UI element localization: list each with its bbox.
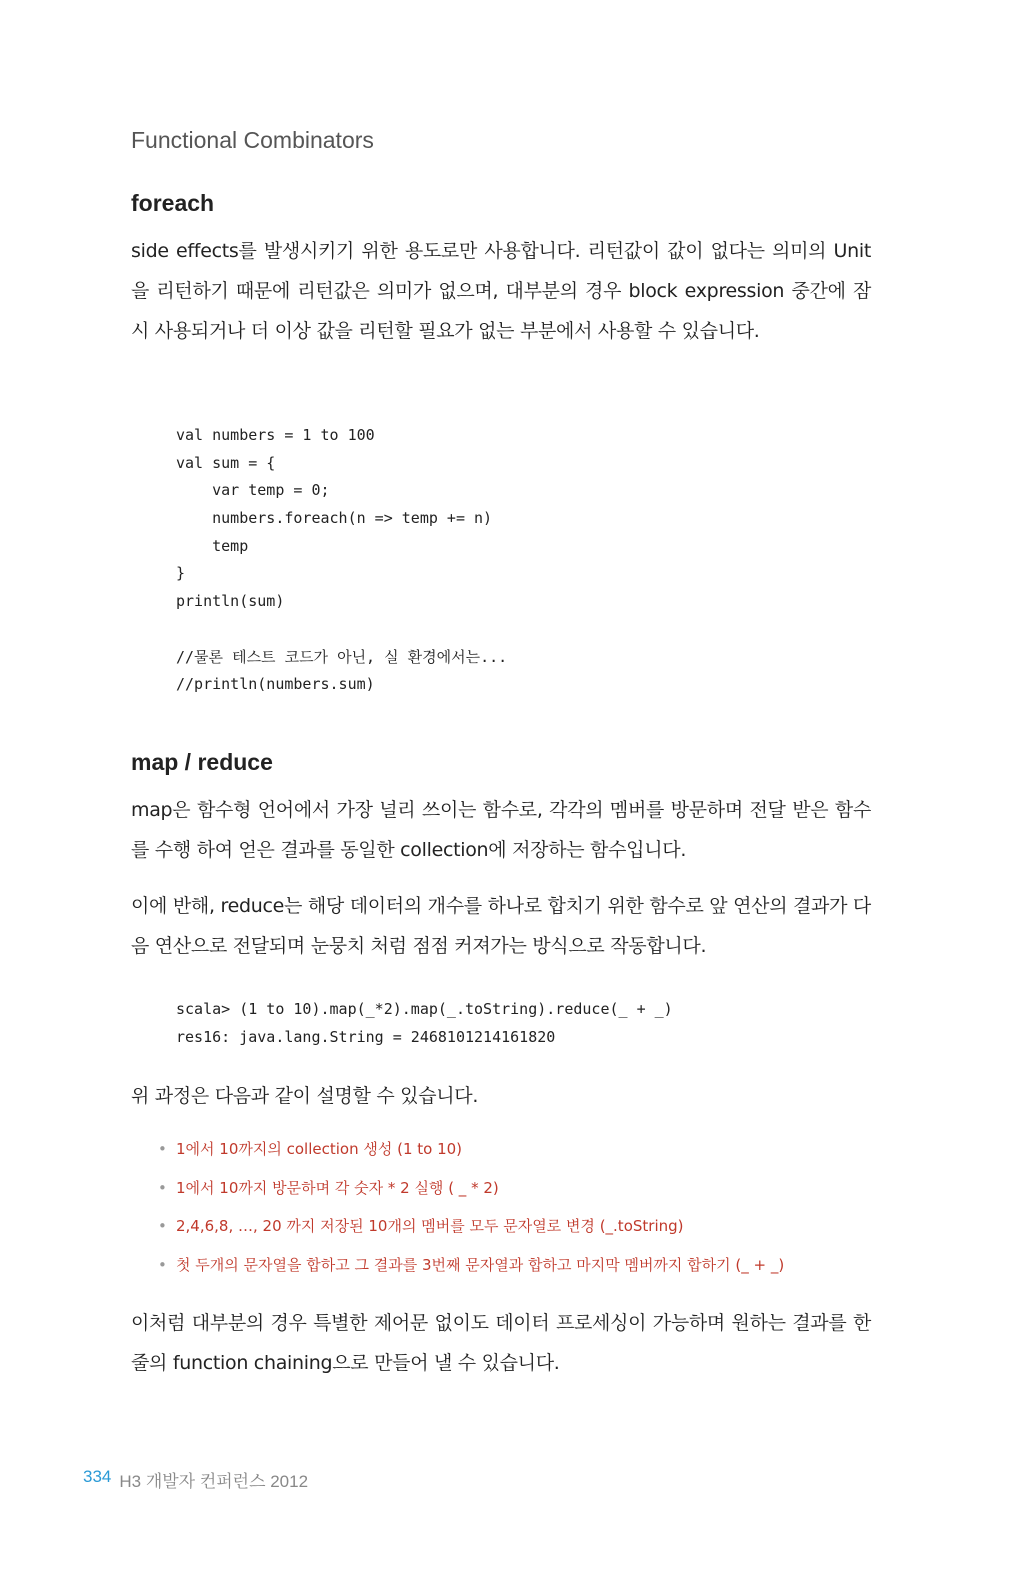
code-line bbox=[176, 616, 507, 644]
bullet-icon: • bbox=[158, 1140, 167, 1158]
code-line: scala> (1 to 10).map(_*2).map(_.toString).reduce(_ + _) bbox=[176, 1000, 673, 1018]
bullet-icon: • bbox=[158, 1217, 167, 1235]
conclusion-paragraph: 이처럼 대부분의 경우 특별한 제어문 없이도 데이터 프로세싱이 가능하며 원하는 결과를 한줄의 function chaining으로 만들어 낼 수 있습니다. bbox=[131, 1312, 871, 1374]
list-item bbox=[158, 1246, 878, 1285]
section-title-foreach: foreach bbox=[131, 190, 215, 216]
section-title-map-reduce: map / reduce bbox=[131, 749, 273, 775]
code-line: res16: java.lang.String = 2468101214161820 bbox=[176, 1027, 556, 1046]
code-line: numbers.foreach(n => temp += n) bbox=[176, 509, 493, 528]
bullet-icon: • bbox=[158, 1255, 167, 1274]
list-item-text: 1에서 10까지의 collection 생성 (1 to 10) bbox=[176, 1140, 463, 1158]
map-paragraph: map은 함수형 언어에서 가장 널리 쓰이는 함수로, 각각의 멤버를 방문하며 전달 받은 함수를 수행 하여 얻은 결과를 동일한 collection에 저장하는 함수입니다. bbox=[131, 799, 871, 861]
list-item bbox=[158, 1207, 878, 1246]
list-item bbox=[158, 1130, 878, 1169]
page-footer bbox=[83, 1467, 308, 1492]
code-line: val numbers = 1 to 100 bbox=[176, 426, 375, 444]
code-line: temp bbox=[176, 536, 249, 555]
foreach-code-block bbox=[176, 422, 507, 699]
list-item bbox=[158, 1169, 878, 1208]
mapreduce-code-block bbox=[176, 996, 673, 1051]
reduce-paragraph: 이에 반해, reduce는 해당 데이터의 개수를 하나로 합치기 위한 함수로 앞 연산의 결과가 다음 연산으로 전달되며 눈뭉치 처럼 점점 커져가는 방식으로 작동합니다. bbox=[131, 895, 871, 957]
code-line: //물론 테스트 코드가 아닌, 실 환경에서는... bbox=[176, 647, 508, 666]
code-line: } bbox=[176, 564, 186, 583]
list-item-text: 1에서 10까지 방문하며 각 숫자 * 2 실행 ( _ * 2) bbox=[176, 1178, 499, 1197]
code-line: //println(numbers.sum) bbox=[176, 675, 375, 694]
foreach-paragraph: side effects를 발생시키기 위한 용도로만 사용합니다. 리턴값이 값이 없다는 의미의 Unit을 리턴하기 때문에 리턴값은 의미가 없으며, 대부분의 경우 block expression 중간에 잠시 사용되거나 더 이상 값을 리턴할 필요가 없는 부분에서 사용할 수 있습니다. bbox=[131, 240, 871, 342]
page-number: 334 bbox=[83, 1467, 112, 1486]
step-list bbox=[158, 1130, 878, 1284]
code-line: val sum = { bbox=[176, 453, 276, 472]
code-line: var temp = 0; bbox=[176, 481, 330, 500]
code-line: println(sum) bbox=[176, 592, 285, 611]
book-title: H3 개발자 컨퍼런스 2012 bbox=[119, 1472, 309, 1491]
page-header: Functional Combinators bbox=[131, 127, 374, 153]
bullet-icon: • bbox=[158, 1178, 167, 1197]
list-item-text: 첫 두개의 문자열을 합하고 그 결과를 3번째 문자열과 합하고 마지막 멤버까지 합하기 (_ + _) bbox=[176, 1255, 785, 1274]
list-item-text: 2,4,6,8, …, 20 까지 저장된 10개의 멤버를 모두 문자열로 변경 (_.toString) bbox=[176, 1217, 684, 1235]
explanation-intro: 위 과정은 다음과 같이 설명할 수 있습니다. bbox=[131, 1085, 479, 1107]
